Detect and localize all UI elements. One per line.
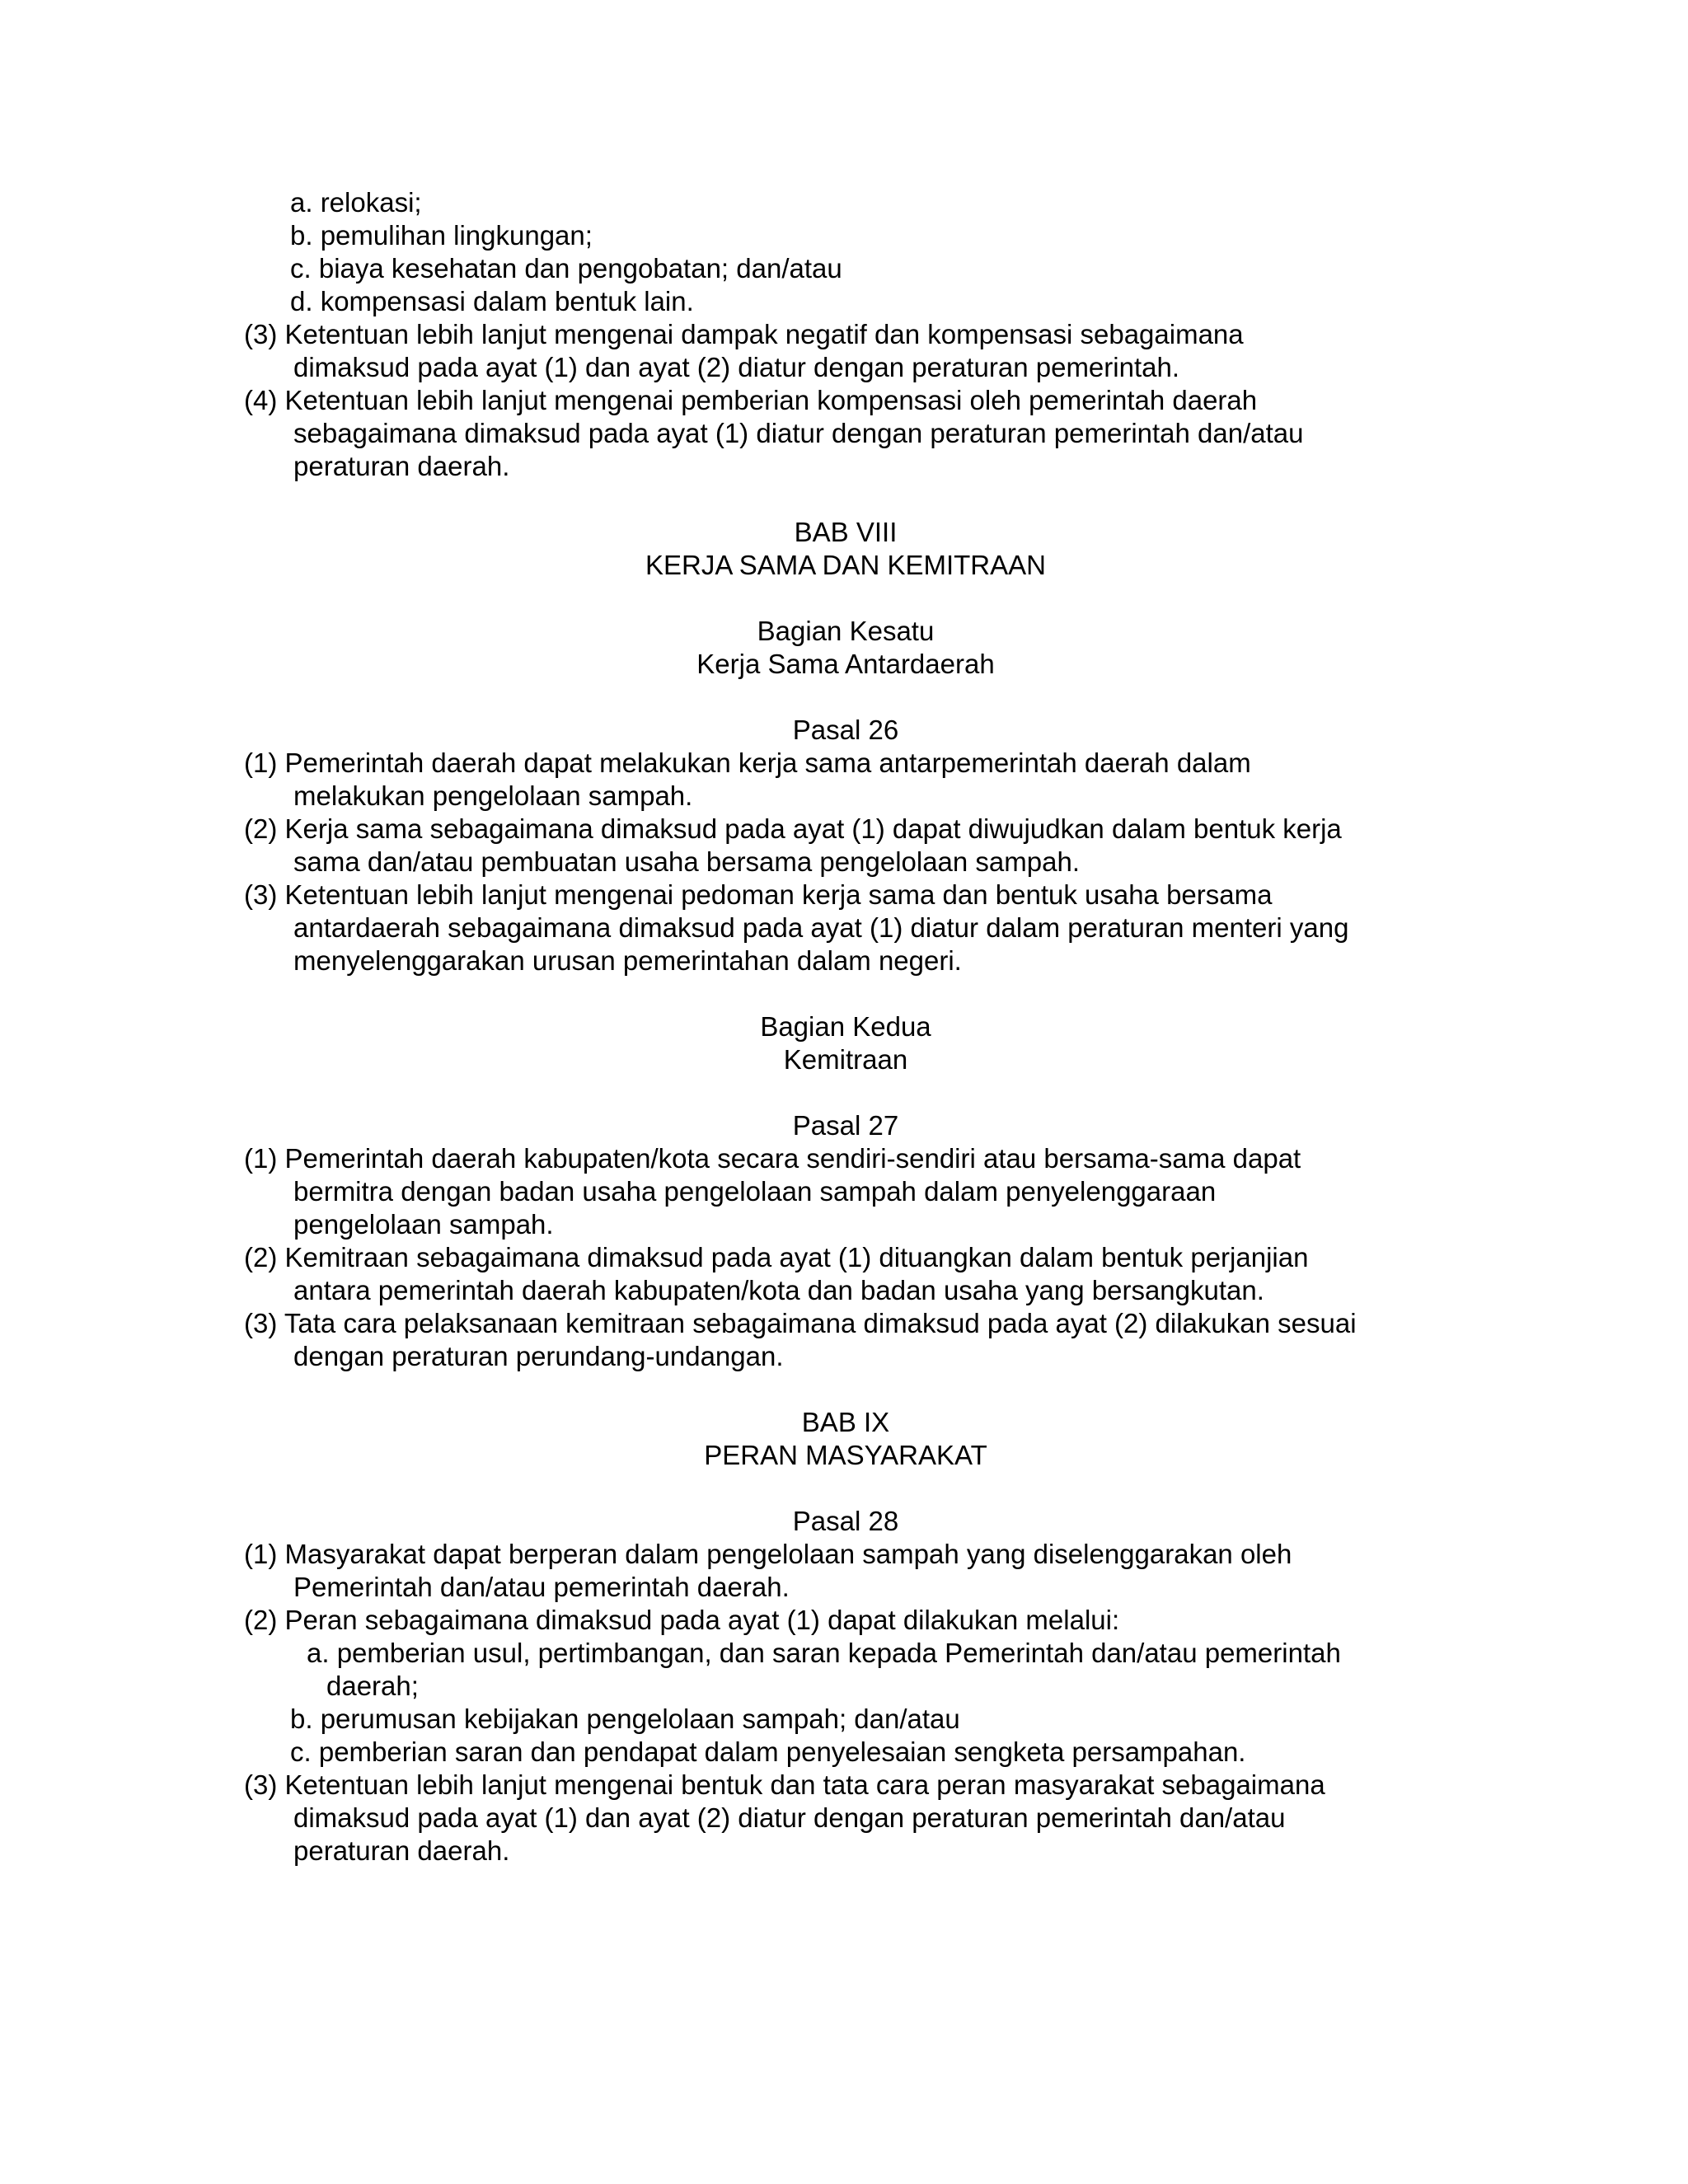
ayat-line: bermitra dengan badan usaha pengelolaan sampah dalam penyelenggaraan bbox=[293, 1176, 1217, 1207]
ayat-line: (2) Peran sebagaimana dimaksud pada ayat (1) dapat dilakukan melalui: bbox=[244, 1605, 1120, 1635]
ayat-paragraph bbox=[244, 1769, 1447, 1868]
section-title: Kerja Sama Antardaerah bbox=[696, 649, 995, 679]
list-item: a. relokasi; bbox=[290, 187, 422, 218]
ayat-paragraph bbox=[244, 1307, 1447, 1373]
ayat-line: antara pemerintah daerah kabupaten/kota dan badan usaha yang bersangkutan. bbox=[293, 1275, 1264, 1305]
list-item: b. pemulihan lingkungan; bbox=[290, 220, 593, 251]
ayat-line: (3) Tata cara pelaksanaan kemitraan sebagaimana dimaksud pada ayat (2) dilakukan sesuai bbox=[244, 1308, 1357, 1338]
ayat-line: (2) Kemitraan sebagaimana dimaksud pada ayat (1) dituangkan dalam bentuk perjanjian bbox=[244, 1242, 1309, 1272]
ayat-line: (1) Pemerintah daerah dapat melakukan kerja sama antarpemerintah daerah dalam bbox=[244, 748, 1251, 778]
ayat-line: peraturan daerah. bbox=[293, 451, 510, 481]
list-item: daerah; bbox=[326, 1671, 419, 1701]
chapter-title: PERAN MASYARAKAT bbox=[704, 1440, 987, 1470]
section-number: Bagian Kesatu bbox=[757, 616, 935, 646]
ayat-line: pengelolaan sampah. bbox=[293, 1209, 554, 1240]
ayat-line: sama dan/atau pembuatan usaha bersama pengelolaan sampah. bbox=[293, 846, 1081, 877]
ayat-line: antardaerah sebagaimana dimaksud pada ayat (1) diatur dalam peraturan menteri yang bbox=[293, 912, 1349, 943]
ayat-paragraph bbox=[244, 1241, 1447, 1307]
ayat-line: (1) Masyarakat dapat berperan dalam pengelolaan sampah yang diselenggarakan oleh bbox=[244, 1539, 1292, 1569]
ayat-paragraph bbox=[244, 813, 1447, 879]
ayat-paragraph bbox=[244, 384, 1447, 483]
document-page bbox=[244, 186, 1447, 1868]
ayat-line: peraturan daerah. bbox=[293, 1835, 510, 1866]
article-heading: Pasal 26 bbox=[792, 715, 899, 745]
list-item: c. biaya kesehatan dan pengobatan; dan/atau bbox=[290, 253, 842, 284]
ayat-line: melakukan pengelolaan sampah. bbox=[293, 780, 693, 811]
ayat-paragraph bbox=[244, 879, 1447, 977]
ayat-line: (2) Kerja sama sebagaimana dimaksud pada ayat (1) dapat diwujudkan dalam bentuk kerja bbox=[244, 813, 1342, 844]
list-item: c. pemberian saran dan pendapat dalam penyelesaian sengketa persampahan. bbox=[290, 1736, 1246, 1767]
ayat-line: dimaksud pada ayat (1) dan ayat (2) diatur dengan peraturan pemerintah. bbox=[293, 352, 1179, 382]
top-list bbox=[244, 186, 1447, 318]
ayat-line: Pemerintah dan/atau pemerintah daerah. bbox=[293, 1572, 790, 1602]
ayat-line: (3) Ketentuan lebih lanjut mengenai dampak negatif dan kompensasi sebagaimana bbox=[244, 319, 1244, 349]
ayat-paragraph bbox=[244, 1604, 1447, 1769]
section-number: Bagian Kedua bbox=[760, 1011, 931, 1042]
ayat-line: dimaksud pada ayat (1) dan ayat (2) diatur dengan peraturan pemerintah dan/atau bbox=[293, 1802, 1286, 1833]
chapter-title: KERJA SAMA DAN KEMITRAAN bbox=[645, 550, 1046, 580]
ayat-line: (3) Ketentuan lebih lanjut mengenai bentuk dan tata cara peran masyarakat sebagaimana bbox=[244, 1769, 1325, 1800]
ayat-paragraph bbox=[244, 1142, 1447, 1241]
ayat-paragraph bbox=[244, 747, 1447, 813]
chapter-number: BAB IX bbox=[801, 1407, 890, 1437]
list-item: d. kompensasi dalam bentuk lain. bbox=[290, 286, 694, 316]
ayat-line: (3) Ketentuan lebih lanjut mengenai pedoman kerja sama dan bentuk usaha bersama bbox=[244, 879, 1273, 910]
ayat-line: sebagaimana dimaksud pada ayat (1) diatur dengan peraturan pemerintah dan/atau bbox=[293, 418, 1304, 448]
ayat-line: menyelenggarakan urusan pemerintahan dalam negeri. bbox=[293, 945, 962, 976]
ayat-line: (1) Pemerintah daerah kabupaten/kota secara sendiri-sendiri atau bersama-sama dapat bbox=[244, 1143, 1301, 1174]
chapter-number: BAB VIII bbox=[794, 517, 898, 547]
ayat-line: dengan peraturan perundang-undangan. bbox=[293, 1341, 784, 1371]
article-heading: Pasal 27 bbox=[792, 1110, 899, 1141]
ayat-paragraph bbox=[244, 318, 1447, 384]
article-heading: Pasal 28 bbox=[792, 1506, 899, 1536]
list-item: b. perumusan kebijakan pengelolaan sampah; dan/atau bbox=[290, 1704, 960, 1734]
section-title: Kemitraan bbox=[783, 1044, 908, 1075]
list-item: a. pemberian usul, pertimbangan, dan saran kepada Pemerintah dan/atau pemerintah bbox=[307, 1638, 1341, 1668]
ayat-paragraph bbox=[244, 1538, 1447, 1604]
ayat-line: (4) Ketentuan lebih lanjut mengenai pemberian kompensasi oleh pemerintah daerah bbox=[244, 385, 1258, 415]
